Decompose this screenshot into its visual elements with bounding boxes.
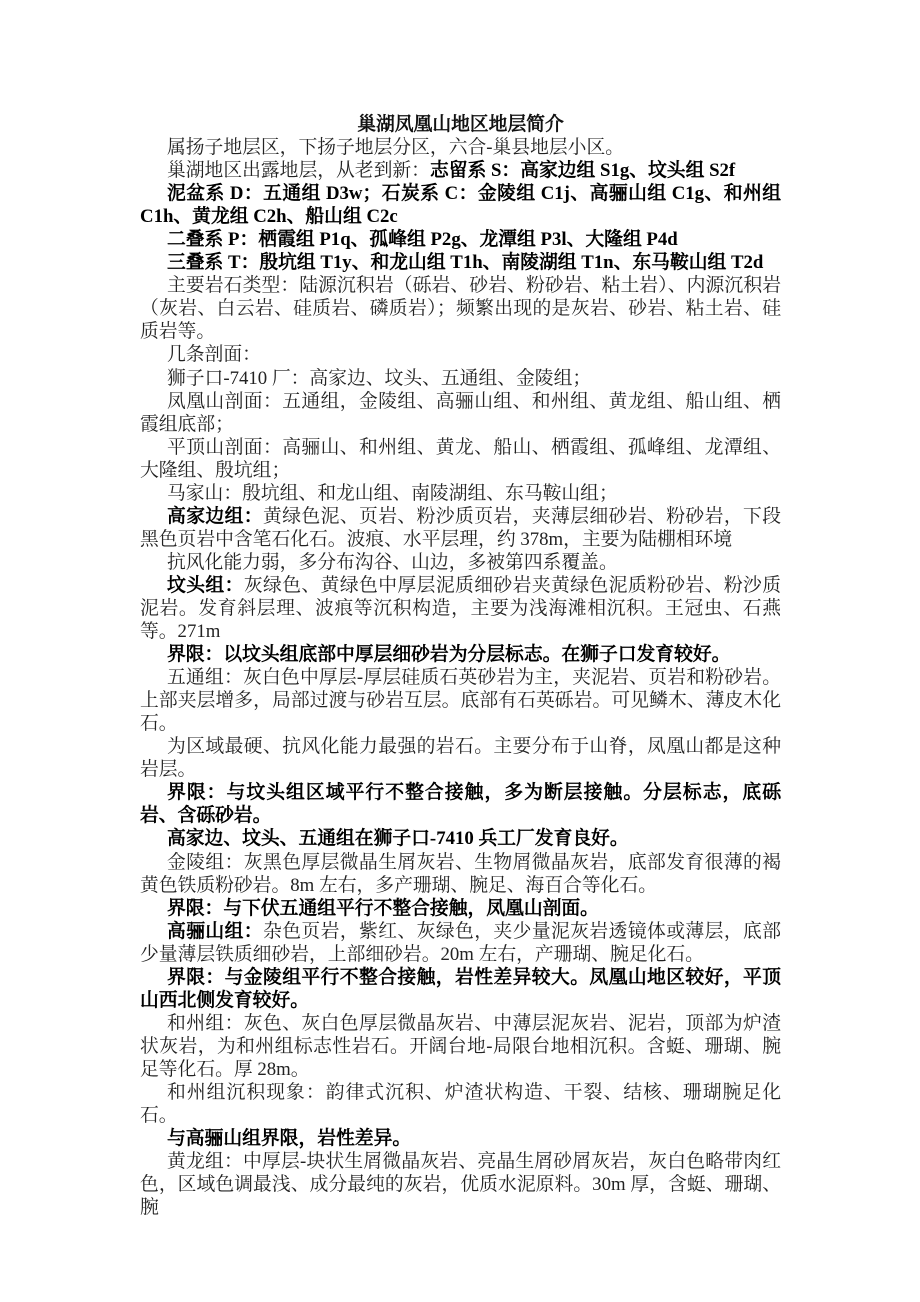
body-text: 狮子口-7410 厂：高家边、坟头、五通组、金陵组； bbox=[167, 367, 592, 389]
body-text: 巢湖地区出露地层，从老到新： bbox=[167, 160, 430, 182]
paragraph bbox=[140, 482, 781, 505]
paragraph bbox=[140, 1127, 781, 1150]
body-text: 主要岩石类型：陆源沉积岩（砾岩、砂岩、粉砂岩、粘土岩）、内源沉积岩（灰岩、白云岩、硅质岩、磷质岩）；频繁出现的是灰岩、砂岩、粘土岩、硅质岩等。 bbox=[140, 275, 781, 343]
bold-text: 坟头组： bbox=[167, 574, 244, 596]
bold-text: 与高骊山组界限，岩性差异。 bbox=[167, 1128, 412, 1150]
paragraph bbox=[140, 920, 781, 966]
document-body bbox=[140, 136, 781, 1219]
body-text: 和州组：灰色、灰白色厚层微晶灰岩、中薄层泥灰岩、泥岩，顶部为炉渣状灰岩，为和州组标志性岩石。开阔台地-局限台地相沉积。含蜓、珊瑚、腕足等化石。厚 28m。 bbox=[140, 1012, 781, 1080]
bold-text: 高骊山组： bbox=[167, 920, 264, 942]
body-text: 凤凰山剖面：五通组，金陵组、高骊山组、和州组、黄龙组、船山组、栖霞组底部； bbox=[140, 390, 781, 435]
bold-text: 界限：与坟头组区域平行不整合接触，多为断层接触。分层标志，底砾岩、含砾砂岩。 bbox=[140, 782, 781, 827]
paragraph bbox=[140, 551, 781, 574]
paragraph bbox=[140, 274, 781, 343]
paragraph bbox=[140, 505, 781, 551]
paragraph bbox=[140, 136, 781, 159]
body-text: 五通组：灰白色中厚层-厚层硅质石英砂岩为主，夹泥岩、页岩和粉砂岩。上部夹层增多，局部过渡与砂岩互层。底部有石英砾岩。可见鳞木、薄皮木化石。 bbox=[140, 667, 781, 735]
bold-text: 三叠系 T：殷坑组 T1y、和龙山组 T1h、南陵湖组 T1n、东马鞍山组 T2d bbox=[167, 252, 764, 274]
document-page bbox=[140, 113, 781, 1219]
body-text: 抗风化能力弱，多分布沟谷、山边，多被第四系覆盖。 bbox=[167, 551, 618, 573]
body-text: 灰绿色、黄绿色中厚层泥质细砂岩夹黄绿色泥质粉砂岩、粉沙质泥岩。发育斜层理、波痕等沉积构造，主要为浅海滩相沉积。王冠虫、石燕等。271m bbox=[140, 574, 782, 643]
bold-text: 志留系 S：高家边组 S1g、坟头组 S2f bbox=[429, 160, 736, 182]
body-text: 黄龙组：中厚层-块状生屑微晶灰岩、亮晶生屑砂屑灰岩，灰白色略带肉红色，区域色调最浅、成分最纯的灰岩，优质水泥原料。30m 厚，含蜓、珊瑚、腕 bbox=[140, 1151, 781, 1219]
paragraph bbox=[140, 390, 781, 436]
paragraph bbox=[140, 827, 781, 850]
body-text: 杂色页岩，紫红、灰绿色，夹少量泥灰岩透镜体或薄层，底部少量薄层铁质细砂岩，上部细砂岩。20m 左右，产珊瑚、腕足化石。 bbox=[140, 920, 782, 965]
paragraph bbox=[140, 1081, 781, 1127]
paragraph bbox=[140, 1150, 781, 1219]
paragraph bbox=[140, 735, 781, 781]
bold-text: 界限：以坟头组底部中厚层细砂岩为分层标志。在狮子口发育较好。 bbox=[167, 644, 731, 666]
paragraph bbox=[140, 1012, 781, 1081]
paragraph bbox=[140, 781, 781, 827]
paragraph bbox=[140, 367, 781, 390]
body-text: 几条剖面： bbox=[167, 344, 261, 366]
paragraph bbox=[140, 574, 781, 643]
paragraph bbox=[140, 897, 781, 920]
bold-text: 二叠系 P：栖霞组 P1q、孤峰组 P2g、龙潭组 P3l、大隆组 P4d bbox=[167, 229, 678, 251]
bold-text: 高家边、坟头、五通组在狮子口-7410 兵工厂发育良好。 bbox=[167, 828, 629, 850]
body-text: 属扬子地层区，下扬子地层分区，六合-巢县地层小区。 bbox=[167, 137, 625, 159]
body-text: 和州组沉积现象：韵律式沉积、炉渣状构造、干裂、结核、珊瑚腕足化石。 bbox=[140, 1081, 781, 1127]
paragraph bbox=[140, 159, 781, 182]
paragraph bbox=[140, 643, 781, 666]
bold-text: 高家边组： bbox=[167, 505, 264, 527]
body-text: 为区域最硬、抗风化能力最强的岩石。主要分布于山脊，凤凰山都是这种岩层。 bbox=[140, 736, 781, 781]
paragraph bbox=[140, 182, 781, 228]
bold-text: 泥盆系 D：五通组 D3w；石炭系 C：金陵组 C1j、高骊山组 C1g、和州组 C1h、黄龙组 C2h、船山组 C2c bbox=[140, 183, 781, 228]
body-text: 黄绿色泥、页岩、粉沙质页岩，夹薄层细砂岩、粉砂岩，下段黑色页岩中含笔石化石。波痕、水平层理，约 378m，主要为陆棚相环境 bbox=[140, 505, 782, 550]
bold-text: 界限：与金陵组平行不整合接触，岩性差异较大。凤凰山地区较好，平顶山西北侧发育较好。 bbox=[140, 966, 781, 1011]
bold-text: 界限：与下伏五通组平行不整合接触，凤凰山剖面。 bbox=[167, 897, 599, 919]
paragraph bbox=[140, 251, 781, 274]
body-text: 平顶山剖面：高骊山、和州组、黄龙、船山、栖霞组、孤峰组、龙潭组、大隆组、殷坑组； bbox=[140, 436, 781, 481]
paragraph bbox=[140, 436, 781, 482]
paragraph bbox=[140, 966, 781, 1012]
paragraph bbox=[140, 228, 781, 251]
paragraph bbox=[140, 851, 781, 897]
body-text: 金陵组：灰黑色厚层微晶生屑灰岩、生物屑微晶灰岩，底部发育很薄的褐黄色铁质粉砂岩。8m 左右，多产珊瑚、腕足、海百合等化石。 bbox=[140, 851, 781, 896]
paragraph bbox=[140, 343, 781, 366]
document-title: 巢湖凤凰山地区地层简介 bbox=[357, 114, 564, 135]
body-text: 马家山：殷坑组、和龙山组、南陵湖组、东马鞍山组； bbox=[167, 482, 618, 504]
paragraph bbox=[140, 666, 781, 735]
